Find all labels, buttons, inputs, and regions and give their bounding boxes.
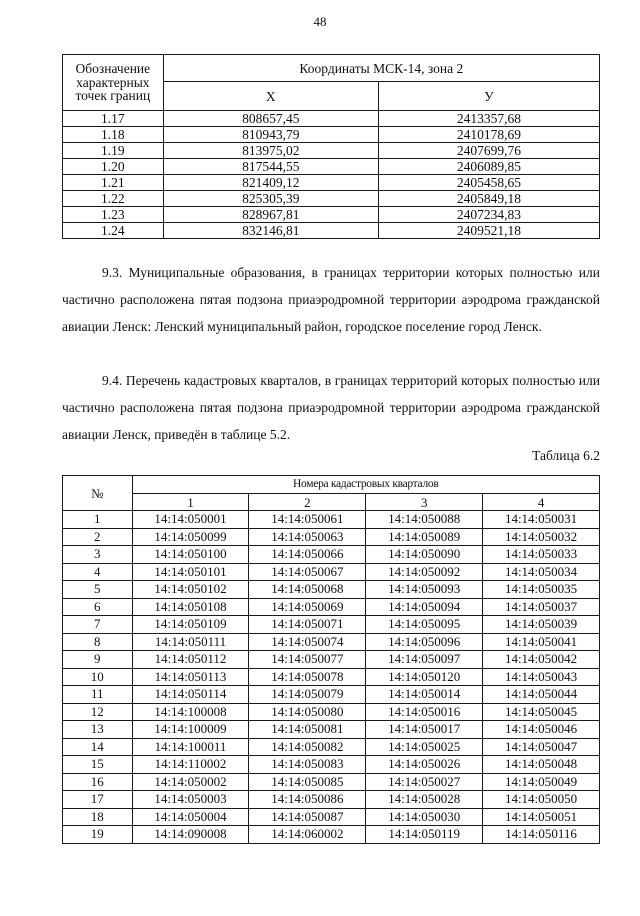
cadastral-number-cell: 14:14:050077 — [249, 651, 366, 669]
row-number-cell: 8 — [63, 633, 133, 651]
cadastral-number-cell: 14:14:050035 — [483, 581, 600, 599]
cadastral-number-cell: 14:14:050061 — [249, 511, 366, 529]
table-row — [63, 223, 600, 239]
row-number-cell: 14 — [63, 738, 133, 756]
paragraph-9-4-text: 9.4. Перечень кадастровых кварталов, в границах территорий которых полностью или частично расположена пятая подзона приаэродромной территории аэродрома гражданской авиации Ленск, приведён в таблице 5.2. — [62, 373, 600, 442]
point-cell: 1.19 — [63, 143, 164, 159]
cadastral-number-cell: 14:14:050027 — [366, 773, 483, 791]
cadastral-number-cell: 14:14:050069 — [249, 598, 366, 616]
point-cell: 1.24 — [63, 223, 164, 239]
y-cell: 2409521,18 — [378, 223, 599, 239]
cadastral-number-cell: 14:14:050032 — [483, 528, 600, 546]
row-number-cell: 17 — [63, 791, 133, 809]
cadastral-number-cell: 14:14:050088 — [366, 511, 483, 529]
cadastral-number-cell: 14:14:050119 — [366, 826, 483, 844]
cadastral-number-cell: 14:14:050048 — [483, 756, 600, 774]
table-row — [63, 528, 600, 546]
cadastral-number-cell: 14:14:050042 — [483, 651, 600, 669]
header-cadastral-title: Номера кадастровых кварталов — [132, 476, 599, 494]
cadastral-number-cell: 14:14:050111 — [132, 633, 249, 651]
table-row — [63, 773, 600, 791]
table-row — [63, 581, 600, 599]
row-number-cell: 16 — [63, 773, 133, 791]
cadastral-number-cell: 14:14:050083 — [249, 756, 366, 774]
cadastral-number-cell: 14:14:050087 — [249, 808, 366, 826]
column-number: 4 — [483, 494, 600, 511]
paragraph-9-3 — [62, 259, 600, 340]
cadastral-number-cell: 14:14:050089 — [366, 528, 483, 546]
table-row — [63, 111, 600, 127]
table-row — [63, 511, 600, 529]
cadastral-number-cell: 14:14:050085 — [249, 773, 366, 791]
row-number-cell: 10 — [63, 668, 133, 686]
cadastral-number-cell: 14:14:050016 — [366, 703, 483, 721]
cadastral-number-cell: 14:14:050094 — [366, 598, 483, 616]
cadastral-number-cell: 14:14:050108 — [132, 598, 249, 616]
table-row — [63, 546, 600, 564]
point-cell: 1.18 — [63, 127, 164, 143]
cadastral-number-cell: 14:14:050002 — [132, 773, 249, 791]
cadastral-number-cell: 14:14:050049 — [483, 773, 600, 791]
table-row — [63, 143, 600, 159]
table-row — [63, 563, 600, 581]
point-cell: 1.21 — [63, 175, 164, 191]
row-number-cell: 5 — [63, 581, 133, 599]
table-row — [63, 721, 600, 739]
row-number-cell: 18 — [63, 808, 133, 826]
cadastral-number-cell: 14:14:050041 — [483, 633, 600, 651]
paragraph-9-4 — [62, 367, 600, 448]
header-y: У — [378, 82, 599, 111]
cadastral-number-cell: 14:14:050031 — [483, 511, 600, 529]
row-number-cell: 6 — [63, 598, 133, 616]
cadastral-number-cell: 14:14:050030 — [366, 808, 483, 826]
cadastral-number-cell: 14:14:050086 — [249, 791, 366, 809]
point-cell: 1.22 — [63, 191, 164, 207]
cadastral-number-cell: 14:14:050026 — [366, 756, 483, 774]
cadastral-number-cell: 14:14:050102 — [132, 581, 249, 599]
cadastral-number-cell: 14:14:100009 — [132, 721, 249, 739]
cadastral-number-cell: 14:14:050017 — [366, 721, 483, 739]
y-cell: 2406089,85 — [378, 159, 599, 175]
table-row — [63, 175, 600, 191]
cadastral-number-cell: 14:14:050066 — [249, 546, 366, 564]
column-number: 2 — [249, 494, 366, 511]
row-number-cell: 11 — [63, 686, 133, 704]
row-number-cell: 12 — [63, 703, 133, 721]
cadastral-number-cell: 14:14:050047 — [483, 738, 600, 756]
row-number-cell: 15 — [63, 756, 133, 774]
table-row — [63, 738, 600, 756]
row-number-cell: 7 — [63, 616, 133, 634]
table-row — [63, 791, 600, 809]
row-number-cell: 1 — [63, 511, 133, 529]
header-designation: Обозначение характерных точек границ — [63, 55, 164, 111]
table-row — [63, 616, 600, 634]
cadastral-number-cell: 14:14:050114 — [132, 686, 249, 704]
cadastral-number-cell: 14:14:050051 — [483, 808, 600, 826]
cadastral-number-cell: 14:14:100008 — [132, 703, 249, 721]
column-number: 3 — [366, 494, 483, 511]
cadastral-number-cell: 14:14:050101 — [132, 563, 249, 581]
header-column-numbers — [63, 494, 600, 511]
cadastral-number-cell: 14:14:050109 — [132, 616, 249, 634]
y-cell: 2413357,68 — [378, 111, 599, 127]
cadastral-number-cell: 14:14:060002 — [249, 826, 366, 844]
cadastral-number-cell: 14:14:050045 — [483, 703, 600, 721]
cadastral-table-body — [63, 511, 600, 844]
table-row — [63, 651, 600, 669]
cadastral-number-cell: 14:14:050092 — [366, 563, 483, 581]
cadastral-number-cell: 14:14:050074 — [249, 633, 366, 651]
cadastral-number-cell: 14:14:100011 — [132, 738, 249, 756]
cadastral-quarters-table — [62, 475, 600, 844]
point-cell: 1.17 — [63, 111, 164, 127]
y-cell: 2405458,65 — [378, 175, 599, 191]
table-row — [63, 686, 600, 704]
y-cell: 2410178,69 — [378, 127, 599, 143]
x-cell: 810943,79 — [163, 127, 378, 143]
column-number: 1 — [132, 494, 249, 511]
cadastral-number-cell: 14:14:090008 — [132, 826, 249, 844]
cadastral-number-cell: 14:14:050063 — [249, 528, 366, 546]
x-cell: 817544,55 — [163, 159, 378, 175]
cadastral-number-cell: 14:14:050068 — [249, 581, 366, 599]
cadastral-number-cell: 14:14:110002 — [132, 756, 249, 774]
cadastral-number-cell: 14:14:050099 — [132, 528, 249, 546]
cadastral-number-cell: 14:14:050050 — [483, 791, 600, 809]
row-number-cell: 2 — [63, 528, 133, 546]
table-row — [63, 191, 600, 207]
header-number: № — [63, 476, 133, 511]
cadastral-number-cell: 14:14:050003 — [132, 791, 249, 809]
cadastral-number-cell: 14:14:050043 — [483, 668, 600, 686]
cadastral-number-cell: 14:14:050097 — [366, 651, 483, 669]
x-cell: 808657,45 — [163, 111, 378, 127]
cadastral-number-cell: 14:14:050001 — [132, 511, 249, 529]
cadastral-number-cell: 14:14:050082 — [249, 738, 366, 756]
table-row — [63, 207, 600, 223]
cadastral-number-cell: 14:14:050067 — [249, 563, 366, 581]
coordinates-table — [62, 54, 600, 239]
table-row — [63, 756, 600, 774]
paragraph-9-3-text: 9.3. Муниципальные образования, в границах территории которых полностью или частично расположена пятая подзона приаэродромной территории аэродрома гражданской авиации Ленск: Ленский муниципальный район, городское поселение город Ленск. — [62, 265, 600, 334]
cadastral-number-cell: 14:14:050120 — [366, 668, 483, 686]
y-cell: 2407234,83 — [378, 207, 599, 223]
cadastral-number-cell: 14:14:050034 — [483, 563, 600, 581]
cadastral-number-cell: 14:14:050090 — [366, 546, 483, 564]
table-row — [63, 808, 600, 826]
header-x: Х — [163, 82, 378, 111]
cadastral-number-cell: 14:14:050095 — [366, 616, 483, 634]
point-cell: 1.20 — [63, 159, 164, 175]
cadastral-number-cell: 14:14:050096 — [366, 633, 483, 651]
cadastral-number-cell: 14:14:050100 — [132, 546, 249, 564]
cadastral-number-cell: 14:14:050014 — [366, 686, 483, 704]
table-row — [63, 826, 600, 844]
cadastral-number-cell: 14:14:050071 — [249, 616, 366, 634]
x-cell: 825305,39 — [163, 191, 378, 207]
cadastral-number-cell: 14:14:050078 — [249, 668, 366, 686]
x-cell: 828967,81 — [163, 207, 378, 223]
coordinates-table-body — [63, 111, 600, 239]
cadastral-number-cell: 14:14:050025 — [366, 738, 483, 756]
row-number-cell: 3 — [63, 546, 133, 564]
point-cell: 1.23 — [63, 207, 164, 223]
table-row — [63, 127, 600, 143]
x-cell: 821409,12 — [163, 175, 378, 191]
row-number-cell: 9 — [63, 651, 133, 669]
row-number-cell: 13 — [63, 721, 133, 739]
table-caption: Таблица 6.2 — [532, 448, 600, 463]
cadastral-number-cell: 14:14:050113 — [132, 668, 249, 686]
cadastral-number-cell: 14:14:050039 — [483, 616, 600, 634]
row-number-cell: 4 — [63, 563, 133, 581]
header-coordinates: Координаты МСК-14, зона 2 — [163, 55, 599, 82]
cadastral-number-cell: 14:14:050112 — [132, 651, 249, 669]
cadastral-number-cell: 14:14:050079 — [249, 686, 366, 704]
cadastral-number-cell: 14:14:050081 — [249, 721, 366, 739]
cadastral-number-cell: 14:14:050093 — [366, 581, 483, 599]
cadastral-number-cell: 14:14:050037 — [483, 598, 600, 616]
y-cell: 2405849,18 — [378, 191, 599, 207]
table-row — [63, 598, 600, 616]
cadastral-number-cell: 14:14:050116 — [483, 826, 600, 844]
cadastral-number-cell: 14:14:050046 — [483, 721, 600, 739]
cadastral-number-cell: 14:14:050028 — [366, 791, 483, 809]
row-number-cell: 19 — [63, 826, 133, 844]
x-cell: 832146,81 — [163, 223, 378, 239]
table-row — [63, 633, 600, 651]
cadastral-number-cell: 14:14:050033 — [483, 546, 600, 564]
page-number: 48 — [313, 14, 327, 29]
table-row — [63, 703, 600, 721]
cadastral-number-cell: 14:14:050080 — [249, 703, 366, 721]
table-row — [63, 159, 600, 175]
cadastral-number-cell: 14:14:050044 — [483, 686, 600, 704]
cadastral-number-cell: 14:14:050004 — [132, 808, 249, 826]
y-cell: 2407699,76 — [378, 143, 599, 159]
x-cell: 813975,02 — [163, 143, 378, 159]
table-row — [63, 668, 600, 686]
